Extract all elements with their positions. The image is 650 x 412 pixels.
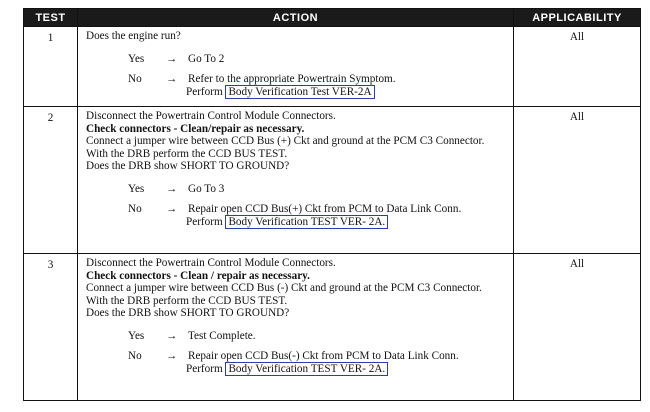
- action-line: Disconnect the Powertrain Control Module Connectors.: [86, 257, 336, 269]
- perform-label: Perform: [186, 85, 223, 98]
- header-applicability: APPLICABILITY: [514, 9, 641, 27]
- arrow-icon: →: [166, 182, 178, 195]
- check-connectors-line: Check connectors - Clean / repair as necessary.: [86, 269, 310, 282]
- jumper-instruction: Connect a jumper wire between CCD Bus (-) Ckt and ground at the PCM C3 Connector.: [86, 282, 482, 295]
- header-test: TEST: [24, 9, 78, 27]
- action-line: Does the engine run?: [86, 30, 181, 42]
- result-text: Test Complete.: [188, 329, 256, 342]
- applicability-cell: All: [514, 254, 641, 401]
- option-no: [86, 350, 505, 363]
- verification-test-link[interactable]: Body Verification TEST VER- 2A.: [225, 362, 388, 376]
- applicability-cell: All: [514, 27, 641, 107]
- action-cell: [78, 27, 514, 107]
- result-text: Go To 2: [188, 52, 225, 65]
- action-cell: [78, 107, 514, 254]
- arrow-icon: →: [166, 349, 178, 362]
- action-line: With the DRB perform the CCD BUS TEST.: [86, 147, 288, 160]
- answer-label: Yes: [128, 329, 145, 342]
- option-yes: [86, 330, 505, 343]
- perform-line: [86, 86, 505, 99]
- action-cell: [78, 254, 514, 401]
- verification-test-link[interactable]: Body Verification Test VER-2A: [225, 85, 374, 99]
- option-yes: [86, 53, 505, 66]
- answer-label: No: [128, 202, 142, 215]
- table-row: [24, 107, 641, 254]
- arrow-icon: →: [166, 202, 178, 215]
- action-line: Disconnect the Powertrain Control Module Connectors.: [86, 110, 336, 122]
- perform-label: Perform: [186, 215, 223, 228]
- result-text: Repair open CCD Bus(-) Ckt from PCM to Data Link Conn.: [188, 349, 459, 362]
- answer-label: Yes: [128, 52, 145, 65]
- arrow-icon: →: [166, 52, 178, 65]
- verification-test-link[interactable]: Body Verification TEST VER- 2A.: [225, 215, 388, 229]
- option-no: [86, 203, 505, 216]
- test-number: 2: [24, 107, 78, 254]
- test-number: 3: [24, 254, 78, 401]
- table-header-row: [24, 9, 641, 27]
- answer-label: Yes: [128, 182, 145, 195]
- check-connectors-line: Check connectors - Clean/repair as necessary.: [86, 122, 305, 135]
- result-text: Repair open CCD Bus(+) Ckt from PCM to Data Link Conn.: [188, 202, 462, 215]
- test-number: 1: [24, 27, 78, 107]
- perform-label: Perform: [186, 362, 223, 375]
- result-text: Refer to the appropriate Powertrain Symptom.: [188, 72, 396, 85]
- option-yes: [86, 183, 505, 196]
- table-row: [24, 27, 641, 107]
- perform-line: [86, 216, 505, 229]
- action-line: With the DRB perform the CCD BUS TEST.: [86, 294, 288, 307]
- result-text: Go To 3: [188, 182, 225, 195]
- perform-line: [86, 363, 505, 376]
- answer-label: No: [128, 72, 142, 85]
- action-line: Does the DRB show SHORT TO GROUND?: [86, 160, 290, 173]
- diagnostic-table: [23, 8, 641, 401]
- arrow-icon: →: [166, 72, 178, 85]
- action-line: Does the DRB show SHORT TO GROUND?: [86, 307, 290, 320]
- arrow-icon: →: [166, 329, 178, 342]
- option-no: [86, 73, 505, 86]
- header-action: ACTION: [78, 9, 514, 27]
- answer-label: No: [128, 349, 142, 362]
- applicability-cell: All: [514, 107, 641, 254]
- table-row: [24, 254, 641, 401]
- jumper-instruction: Connect a jumper wire between CCD Bus (+) Ckt and ground at the PCM C3 Connector.: [86, 135, 485, 148]
